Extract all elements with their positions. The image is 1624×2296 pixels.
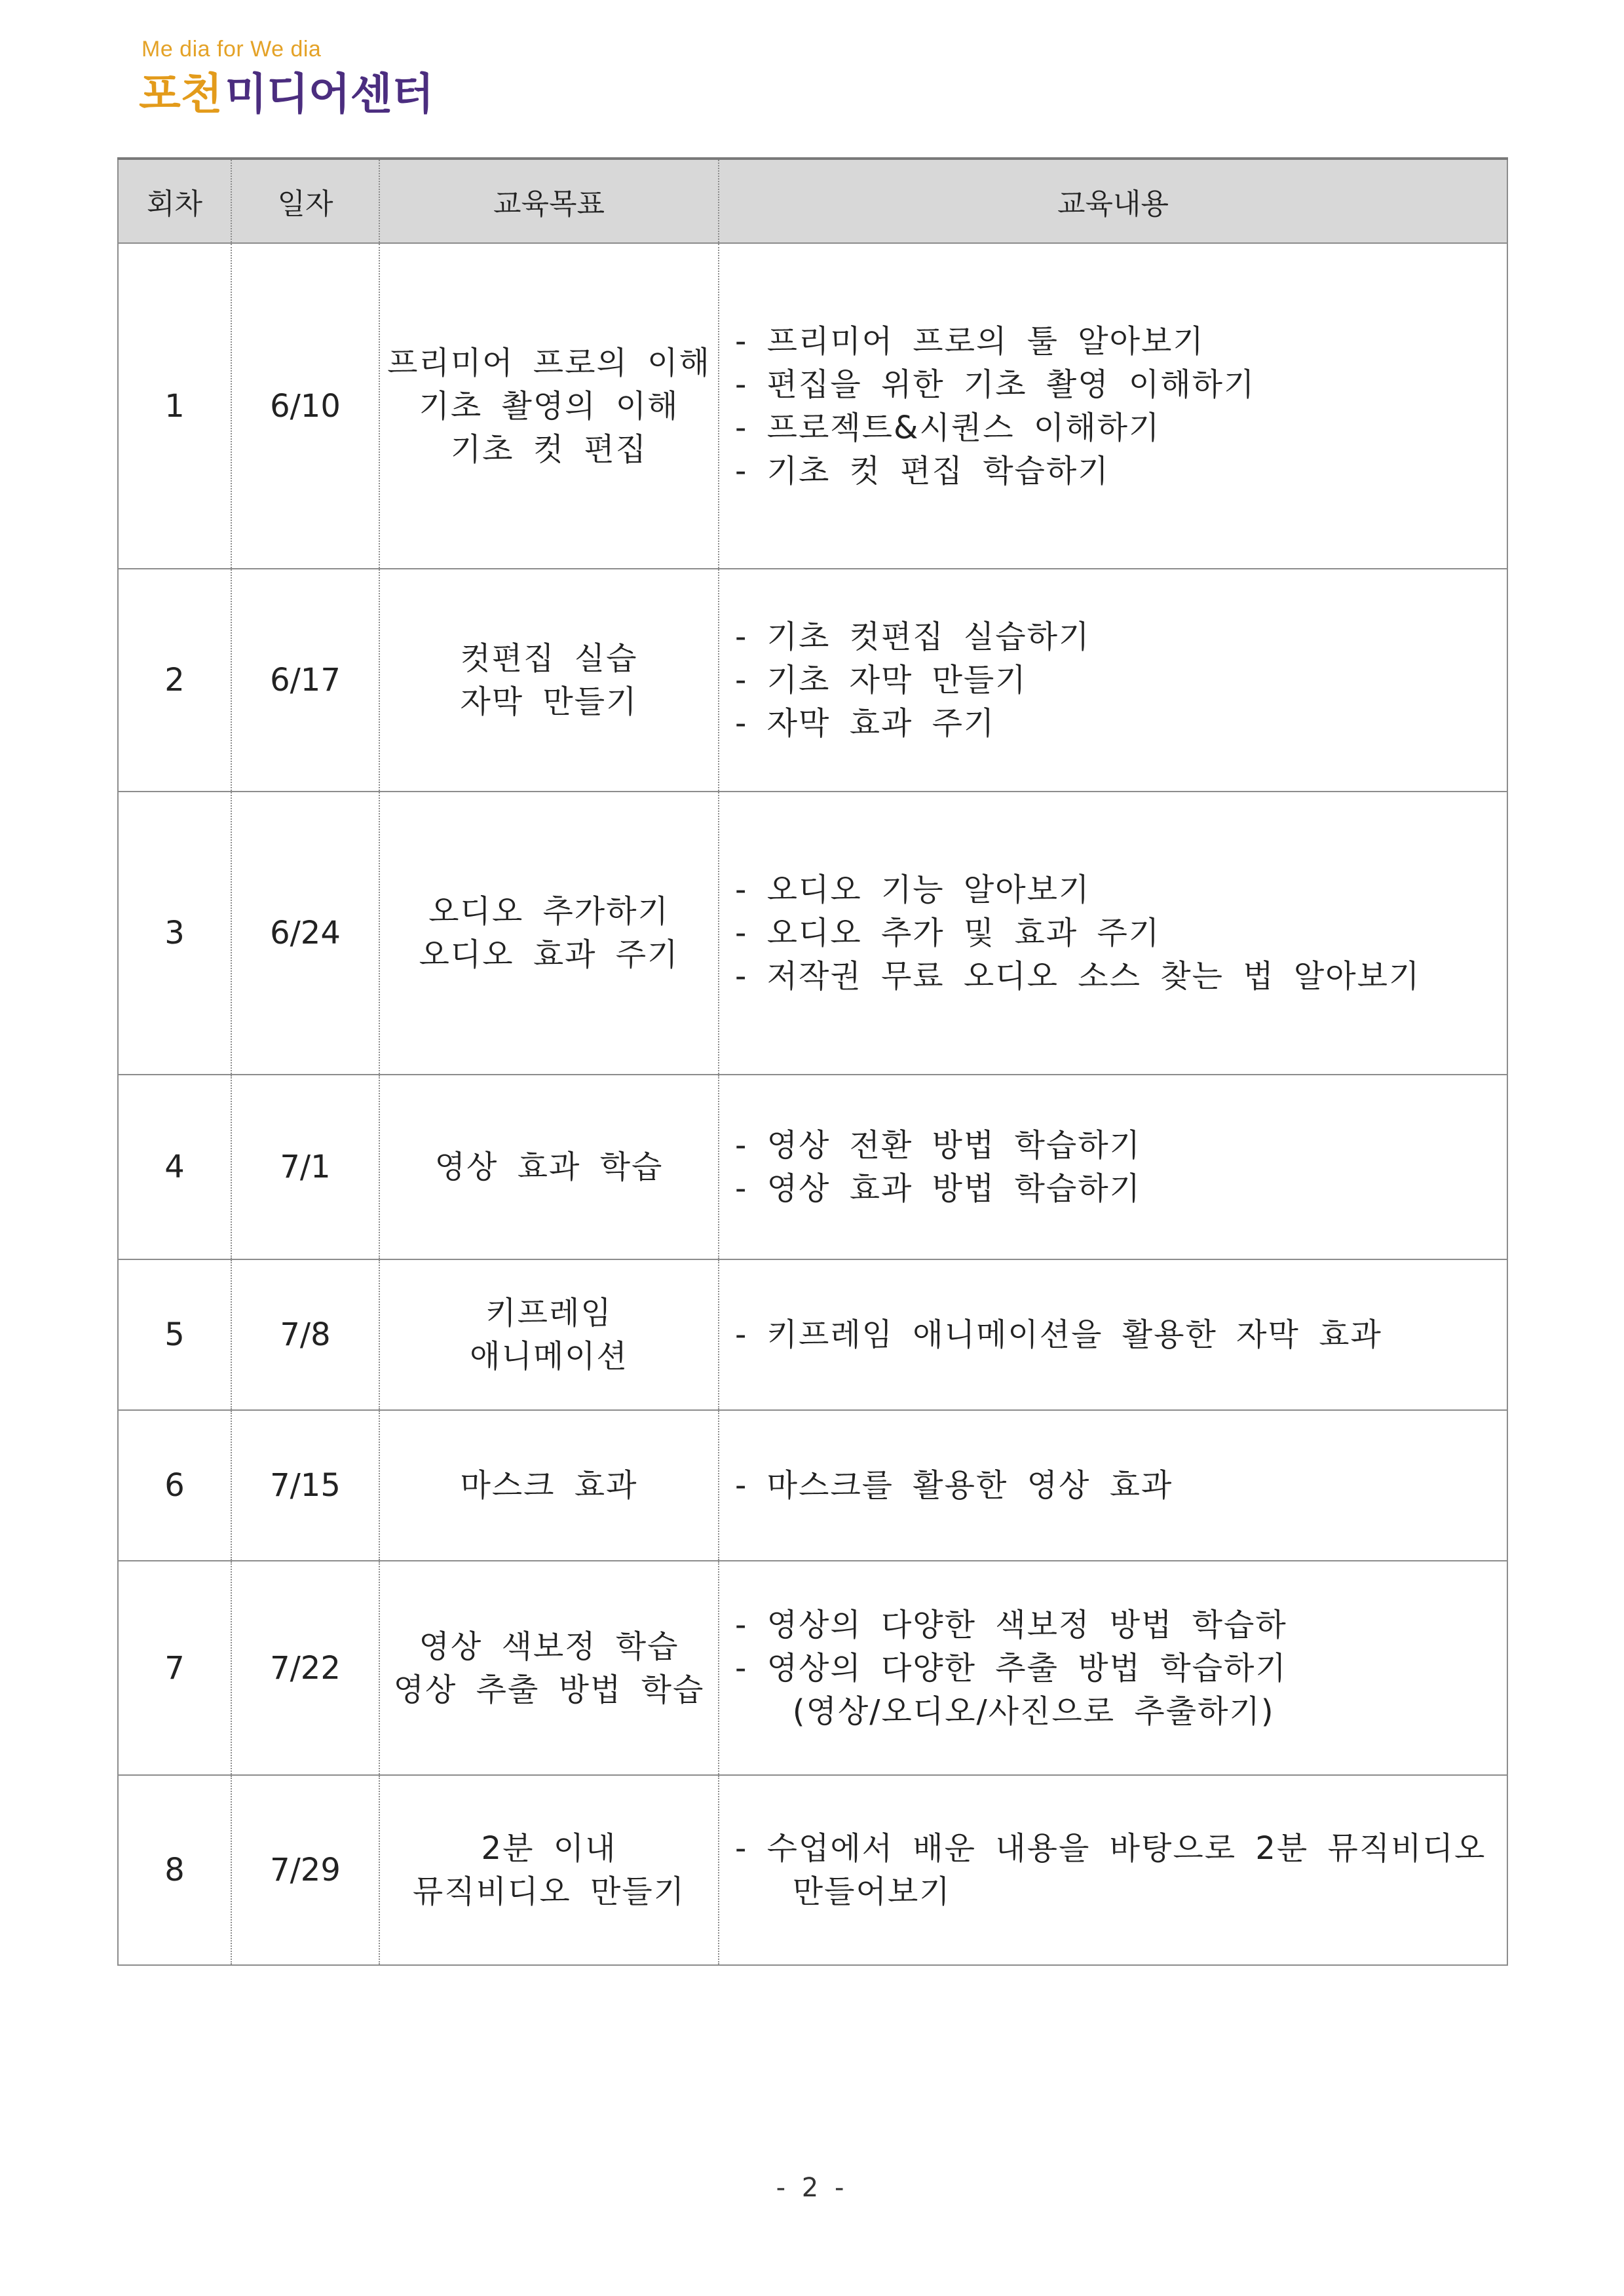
table-row xyxy=(118,792,1507,1075)
content-cell xyxy=(719,1775,1507,1965)
round-cell: 5 xyxy=(118,1259,231,1410)
goal-line: 기초 컷 편집 xyxy=(450,430,648,468)
round-cell: 8 xyxy=(118,1775,231,1965)
goal-line: 애니메이션 xyxy=(470,1338,628,1375)
date-cell: 6/24 xyxy=(231,792,379,1075)
content-line: - 영상의 다양한 추출 방법 학습하기 xyxy=(735,1649,1287,1687)
content-line: - 영상 전환 방법 학습하기 xyxy=(735,1127,1142,1164)
table-row xyxy=(118,1259,1507,1410)
table-row xyxy=(118,1561,1507,1775)
content-cell xyxy=(719,243,1507,569)
round-cell: 3 xyxy=(118,792,231,1075)
content-line: - 오디오 추가 및 효과 주기 xyxy=(735,915,1161,951)
page-number: - 2 - xyxy=(776,2173,848,2203)
goal-cell xyxy=(379,569,719,792)
round-cell: 2 xyxy=(118,569,231,792)
goal-line: 프리미어 프로의 이해 xyxy=(387,344,711,381)
goal-cell xyxy=(379,243,719,569)
round-cell: 7 xyxy=(118,1561,231,1775)
table-row xyxy=(118,1410,1507,1561)
content-line: - 저작권 무료 오디오 소스 찾는 법 알아보기 xyxy=(735,958,1421,995)
content-line: - 영상 효과 방법 학습하기 xyxy=(735,1170,1142,1207)
content-line: - 프리미어 프로의 툴 알아보기 xyxy=(735,322,1205,360)
goal-line: 영상 추출 방법 학습 xyxy=(393,1671,705,1708)
content-cell xyxy=(719,1259,1507,1410)
goal-line: 뮤직비디오 만들기 xyxy=(412,1873,686,1910)
content-line: 만들어보기 xyxy=(735,1873,951,1910)
content-line: (영상/오디오/사진으로 추출하기) xyxy=(735,1693,1275,1730)
goal-cell xyxy=(379,1561,719,1775)
date-cell: 7/15 xyxy=(231,1410,379,1561)
date-cell: 6/17 xyxy=(231,569,379,792)
goal-line: 자막 만들기 xyxy=(460,683,638,720)
content-line: - 프로젝트&시퀀스 이해하기 xyxy=(735,409,1161,446)
center-logo xyxy=(139,37,506,122)
goal-cell xyxy=(379,1259,719,1410)
header-round: 회차 xyxy=(118,159,231,243)
content-line: - 오디오 기능 알아보기 xyxy=(735,871,1091,908)
content-line: - 자막 효과 주기 xyxy=(735,705,996,742)
date-cell: 7/22 xyxy=(231,1561,379,1775)
date-cell: 6/10 xyxy=(231,243,379,569)
goal-line: 컷편집 실습 xyxy=(460,640,638,677)
round-cell: 6 xyxy=(118,1410,231,1561)
logo-text-part: 포천 xyxy=(139,69,223,119)
table-row xyxy=(118,243,1507,569)
content-line: - 수업에서 배운 내용을 바탕으로 2분 뮤직비디오 xyxy=(735,1830,1486,1867)
date-cell: 7/29 xyxy=(231,1775,379,1965)
logo-wordmark xyxy=(139,64,506,119)
goal-line: 키프레임 xyxy=(485,1295,613,1331)
content-cell xyxy=(719,1561,1507,1775)
content-line: - 편집을 위한 기초 촬영 이해하기 xyxy=(735,366,1256,403)
content-line: - 키프레임 애니메이션을 활용한 자막 효과 xyxy=(735,1316,1382,1353)
content-line: - 기초 컷 편집 학습하기 xyxy=(735,452,1110,489)
content-cell xyxy=(719,1075,1507,1259)
logo-tagline: Me dia for We dia xyxy=(142,37,322,62)
content-line: - 영상의 다양한 색보정 방법 학습하 xyxy=(735,1606,1287,1643)
round-cell: 4 xyxy=(118,1075,231,1259)
goal-cell xyxy=(379,1075,719,1259)
content-cell xyxy=(719,1410,1507,1561)
goal-cell xyxy=(379,1775,719,1965)
curriculum-table xyxy=(117,157,1508,1966)
header-date: 일자 xyxy=(231,159,379,243)
goal-line: 2분 이내 xyxy=(481,1830,617,1867)
goal-line: 영상 효과 학습 xyxy=(434,1149,664,1185)
content-cell xyxy=(719,569,1507,792)
goal-line: 영상 색보정 학습 xyxy=(419,1628,679,1665)
goal-line: 오디오 추가하기 xyxy=(428,893,670,930)
header-content: 교육내용 xyxy=(719,159,1507,243)
goal-cell xyxy=(379,792,719,1075)
goal-line: 기초 촬영의 이해 xyxy=(419,387,679,425)
date-cell: 7/8 xyxy=(231,1259,379,1410)
table-row xyxy=(118,1075,1507,1259)
logo-text-part: 미디어센터 xyxy=(225,69,434,119)
content-cell xyxy=(719,792,1507,1075)
content-line: - 기초 자막 만들기 xyxy=(735,662,1027,698)
round-cell: 1 xyxy=(118,243,231,569)
header-goal: 교육목표 xyxy=(379,159,719,243)
goal-cell xyxy=(379,1410,719,1561)
content-line: - 기초 컷편집 실습하기 xyxy=(735,619,1091,655)
table-header-row xyxy=(118,159,1507,243)
table-row xyxy=(118,1775,1507,1965)
goal-line: 오디오 효과 주기 xyxy=(419,936,679,973)
goal-line: 마스크 효과 xyxy=(460,1467,638,1504)
content-line: - 마스크를 활용한 영상 효과 xyxy=(735,1467,1173,1504)
table-row xyxy=(118,569,1507,792)
date-cell: 7/1 xyxy=(231,1075,379,1259)
